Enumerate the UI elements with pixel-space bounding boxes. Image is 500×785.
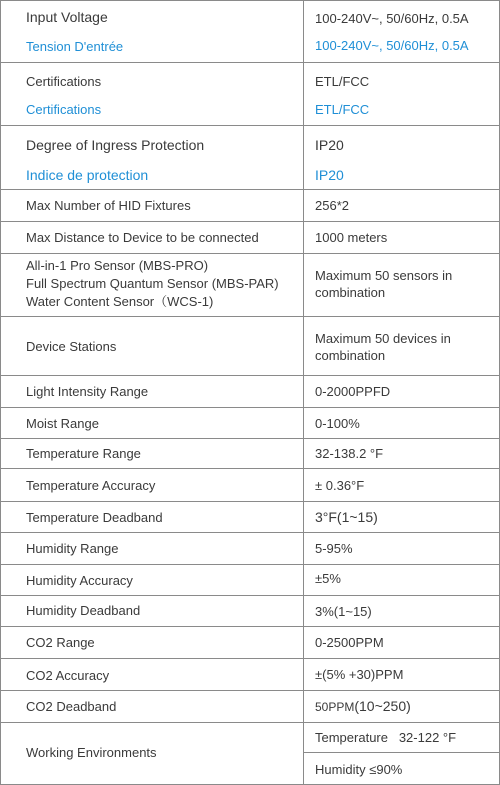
spec-row-moist-range xyxy=(1,408,499,439)
sub-row-value: ≤90% xyxy=(369,762,403,777)
row-value-fr: ETL/FCC xyxy=(315,102,370,117)
spec-row-co2-range xyxy=(1,627,499,659)
row-label: Working Environments xyxy=(26,745,157,760)
row-label-en: Certifications xyxy=(26,74,102,89)
sub-row-name: Humidity xyxy=(315,762,366,777)
row-value: 3°F(1~15) xyxy=(315,509,378,525)
row-label: Humidity Deadband xyxy=(26,603,141,618)
row-value-fr: IP20 xyxy=(315,167,344,183)
spec-row-ingress-protection xyxy=(1,126,499,190)
row-value: 0-100% xyxy=(315,416,360,431)
spec-row-humidity-range xyxy=(1,533,499,565)
sub-row-temperature xyxy=(315,730,456,746)
spec-row-input-voltage xyxy=(1,1,499,63)
row-value-en: IP20 xyxy=(315,137,344,153)
spec-row-sensors xyxy=(1,254,499,317)
row-value: 32-138.2 °F xyxy=(315,446,384,461)
row-label: Humidity Accuracy xyxy=(26,573,133,588)
row-label-en: Degree of Ingress Protection xyxy=(26,137,205,153)
row-value-line: Maximum 50 sensors in xyxy=(315,268,453,283)
sub-row-name: Temperature xyxy=(315,730,388,745)
spec-row-light-intensity xyxy=(1,376,499,408)
row-value-range: (10~250) xyxy=(354,698,411,714)
spec-row-temperature-deadband xyxy=(1,502,499,533)
spec-row-certifications xyxy=(1,63,499,126)
row-value: 5-95% xyxy=(315,541,353,556)
row-value-line: Maximum 50 devices in xyxy=(315,331,451,346)
row-label: Temperature Accuracy xyxy=(26,478,156,493)
row-label: Max Number of HID Fixtures xyxy=(26,198,191,213)
spec-row-hid-fixtures xyxy=(1,190,499,222)
spec-row-co2-deadband xyxy=(1,691,499,723)
spec-row-working-environments xyxy=(1,723,499,784)
row-value-unit: 50PPM xyxy=(315,700,355,714)
spec-row-humidity-accuracy xyxy=(1,565,499,596)
sub-row-divider xyxy=(303,752,499,753)
row-label: Light Intensity Range xyxy=(26,384,149,399)
row-label-en: Input Voltage xyxy=(26,9,108,25)
row-label: CO2 Deadband xyxy=(26,699,117,714)
row-label: Max Distance to Device to be connected xyxy=(26,230,259,245)
row-label: Humidity Range xyxy=(26,541,119,556)
spec-row-max-distance xyxy=(1,222,499,254)
row-label: Temperature Deadband xyxy=(26,510,163,525)
spec-row-temperature-accuracy xyxy=(1,469,499,502)
spec-row-co2-accuracy xyxy=(1,659,499,691)
row-label-fr: Tension D'entrée xyxy=(26,39,124,54)
row-value: ±(5% +30)PPM xyxy=(315,667,404,682)
row-value: 256*2 xyxy=(315,198,349,213)
sub-row-humidity xyxy=(315,762,402,778)
row-value: 0-2000PPFD xyxy=(315,384,391,399)
row-label-fr: Indice de protection xyxy=(26,167,149,183)
row-value-fr: 100-240V~, 50/60Hz, 0.5A xyxy=(315,38,469,53)
spec-row-device-stations xyxy=(1,317,499,376)
row-label-fr: Certifications xyxy=(26,102,102,117)
row-label: Device Stations xyxy=(26,339,117,354)
row-label: Temperature Range xyxy=(26,446,141,461)
sub-row-value: 32-122 °F xyxy=(398,730,457,745)
row-value-line: combination xyxy=(315,285,386,300)
row-label: CO2 Accuracy xyxy=(26,668,110,683)
row-value: 3%(1~15) xyxy=(315,604,372,619)
row-value xyxy=(315,698,411,715)
row-label: Moist Range xyxy=(26,416,99,431)
row-value: 1000 meters xyxy=(315,230,388,245)
row-value-en: 100-240V~, 50/60Hz, 0.5A xyxy=(315,11,469,26)
row-label: CO2 Range xyxy=(26,635,95,650)
spec-row-temperature-range xyxy=(1,439,499,469)
row-label-line: All-in-1 Pro Sensor (MBS-PRO) xyxy=(26,258,209,273)
row-value: ±5% xyxy=(315,571,341,586)
row-value: 0-2500PPM xyxy=(315,635,384,650)
spec-row-humidity-deadband xyxy=(1,596,499,627)
row-value: ± 0.36°F xyxy=(315,478,365,493)
row-label-line: Water Content Sensor（WCS-1) xyxy=(26,294,214,309)
row-value-line: combination xyxy=(315,348,386,363)
row-label-line: Full Spectrum Quantum Sensor (MBS-PAR) xyxy=(26,276,279,291)
row-value-en: ETL/FCC xyxy=(315,74,370,89)
